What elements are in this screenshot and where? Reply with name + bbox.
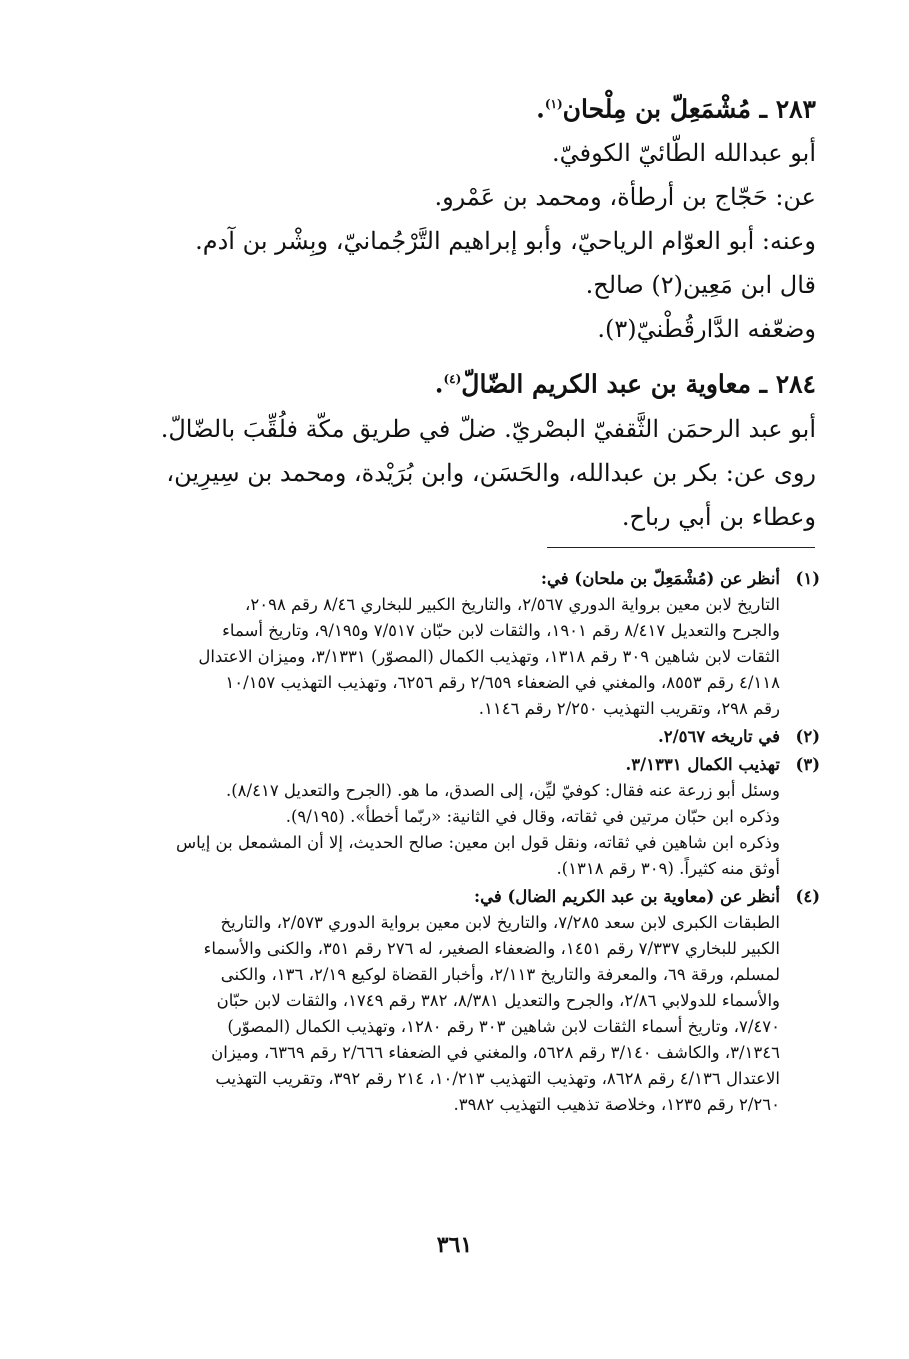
footnote-number: (٣) xyxy=(795,755,820,774)
footnote xyxy=(96,566,820,722)
footnote-body xyxy=(96,566,780,722)
footnote-number: (١) xyxy=(795,569,820,588)
footnote-divider xyxy=(547,547,815,548)
entry-line: وعطاء بن أبي رباح. xyxy=(621,502,816,531)
footnote-line: ٧/٤٧٠، وتاريخ أسماء الثقات لابن شاهين ٣٠٣ رقم ١٢٨٠، وتهذيب الكمال (المصوّر) xyxy=(227,1017,780,1036)
footnote-body xyxy=(96,724,780,750)
entry-line: وعنه: أبو العوّام الرياحيّ، وأبو إبراهيم التَّرْجُمانيّ، وبِشْر بن آدم. xyxy=(195,227,816,256)
footnote-line: وذكره ابن شاهين في ثقاته، ونقل قول ابن معين: صالح الحديث، إلا أن المشمعل بن إياس xyxy=(175,833,780,852)
entry-line: أبو عبد الرحمَن الثَّقفيّ البصْريّ. ضلّ في طريق مكّة فلُقِّبَ بالضّالّ. xyxy=(160,414,816,443)
footnote-line: ٣/١٣٤٦، والكاشف ٣/١٤٠ رقم ٥٦٢٨، والمغني في الضعفاء ٢/٦٦٦ رقم ٦٣٦٩، وميزان xyxy=(211,1043,780,1062)
entry-line: عن: حَجّاج بن أرطأة، ومحمد بن عَمْرو. xyxy=(434,183,816,212)
footnote-line: تهذيب الكمال ٣/١٣٣١. xyxy=(625,755,780,774)
page-number: ٣٦١ xyxy=(436,1232,473,1258)
entry-line: روى عن: بكر بن عبدالله، والحَسَن، وابن بُرَيْدة، ومحمد بن سِيرِين، xyxy=(166,458,816,487)
entry-title: ٢٨٣ ـ مُشْمَعِلّ بن مِلْحان xyxy=(562,94,816,124)
main-text xyxy=(96,82,816,539)
footnote-line: الاعتدال ٤/١٣٦ رقم ٨٦٢٨، وتهذيب التهذيب ١٠/٢١٣، ٢١٤ رقم ٣٩٢، وتقريب التهذيب xyxy=(215,1069,780,1088)
footnote-number: (٢) xyxy=(795,727,820,746)
footnote-line: والجرح والتعديل ٨/٤١٧ رقم ١٩٠١، والثقات لابن حبّان ٧/٥١٧ و٩/١٩٥، وتاريخ أسماء xyxy=(222,621,780,640)
footnote-line: في تاريخه ٢/٥٦٧. xyxy=(657,727,780,746)
footnote-line: وذكره ابن حبّان مرتين في ثقاته، وقال في الثانية: «ربّما أخطأ». (٩/١٩٥). xyxy=(285,807,780,826)
footnote-line: التاريخ لابن معين برواية الدوري ٢/٥٦٧، والتاريخ الكبير للبخاري ٨/٤٦ رقم ٢٠٩٨، xyxy=(245,595,780,614)
footnote xyxy=(96,724,820,750)
entry-heading xyxy=(96,357,816,406)
footnote-line: الطبقات الكبرى لابن سعد ٧/٢٨٥، والتاريخ لابن معين برواية الدوري ٢/٥٧٣، والتاريخ xyxy=(220,913,780,932)
footnote-line: ٤/١١٨ رقم ٨٥٥٣، والمغني في الضعفاء ٢/٦٥٩ رقم ٦٢٥٦، وتهذيب التهذيب ١٠/١٥٧ xyxy=(225,673,780,692)
entry-line: أبو عبدالله الطّائيّ الكوفيّ. xyxy=(552,139,816,168)
entry-title: ٢٨٤ ـ معاوية بن عبد الكريم الضّالّ xyxy=(461,369,816,399)
footnote-ref: (٤) xyxy=(443,372,462,387)
entry-heading xyxy=(96,82,816,131)
footnote-body xyxy=(96,884,780,1118)
entry-heading-end: . xyxy=(434,369,444,399)
footnote xyxy=(96,884,820,1118)
footnote-line: أنظر عن (مُشْمَعِلّ بن ملحان) في: xyxy=(540,569,780,588)
footnote-line: وسئل أبو زرعة عنه فقال: كوفيّ ليِّن، إلى الصدق، ما هو. (الجرح والتعديل ٨/٤١٧). xyxy=(225,781,780,800)
footnote-body xyxy=(96,752,780,882)
footnote-line: والأسماء للدولابي ٢/٨٦، والجرح والتعديل ٨/٣٨١، ٣٨٢ رقم ١٧٤٩، والثقات لابن حبّان xyxy=(216,991,780,1010)
entry-line: قال ابن مَعِين(٢) صالح. xyxy=(585,271,816,300)
footnote-line: أنظر عن (معاوية بن عبد الكريم الضال) في: xyxy=(474,887,780,906)
entry-line: وضعّفه الدَّارقُطْنيّ(٣). xyxy=(597,315,816,344)
footnote-line: الكبير للبخاري ٧/٣٣٧ رقم ١٤٥١، والضعفاء الصغير، له ٢٧٦ رقم ٣٥١، والكنى والأسماء xyxy=(203,939,780,958)
footnote-line: رقم ٢٩٨، وتقريب التهذيب ٢/٢٥٠ رقم ١١٤٦. xyxy=(478,699,780,718)
footnote-line: الثقات لابن شاهين ٣٠٩ رقم ١٣١٨، وتهذيب الكمال (المصوّر) ٣/١٣٣١، وميزان الاعتدال xyxy=(198,647,780,666)
footnote-number: (٤) xyxy=(795,887,820,906)
footnote xyxy=(96,752,820,882)
footnote-line: أوثق منه كثيراً. (٣٠٩ رقم ١٣١٨). xyxy=(556,859,780,878)
entry-heading-end: . xyxy=(536,94,545,124)
footnote-line: لمسلم، ورقة ٦٩، والمعرفة والتاريخ ٢/١١٣، وأخبار القضاة لوكيع ٢/١٩، ١٣٦، والكنى xyxy=(220,965,780,984)
footnote-ref: (١) xyxy=(544,97,563,111)
footnote-line: ٢/٢٦٠ رقم ١٢٣٥، وخلاصة تذهيب التهذيب ٣٩٨٢. xyxy=(453,1095,780,1114)
footnotes xyxy=(96,566,820,1120)
